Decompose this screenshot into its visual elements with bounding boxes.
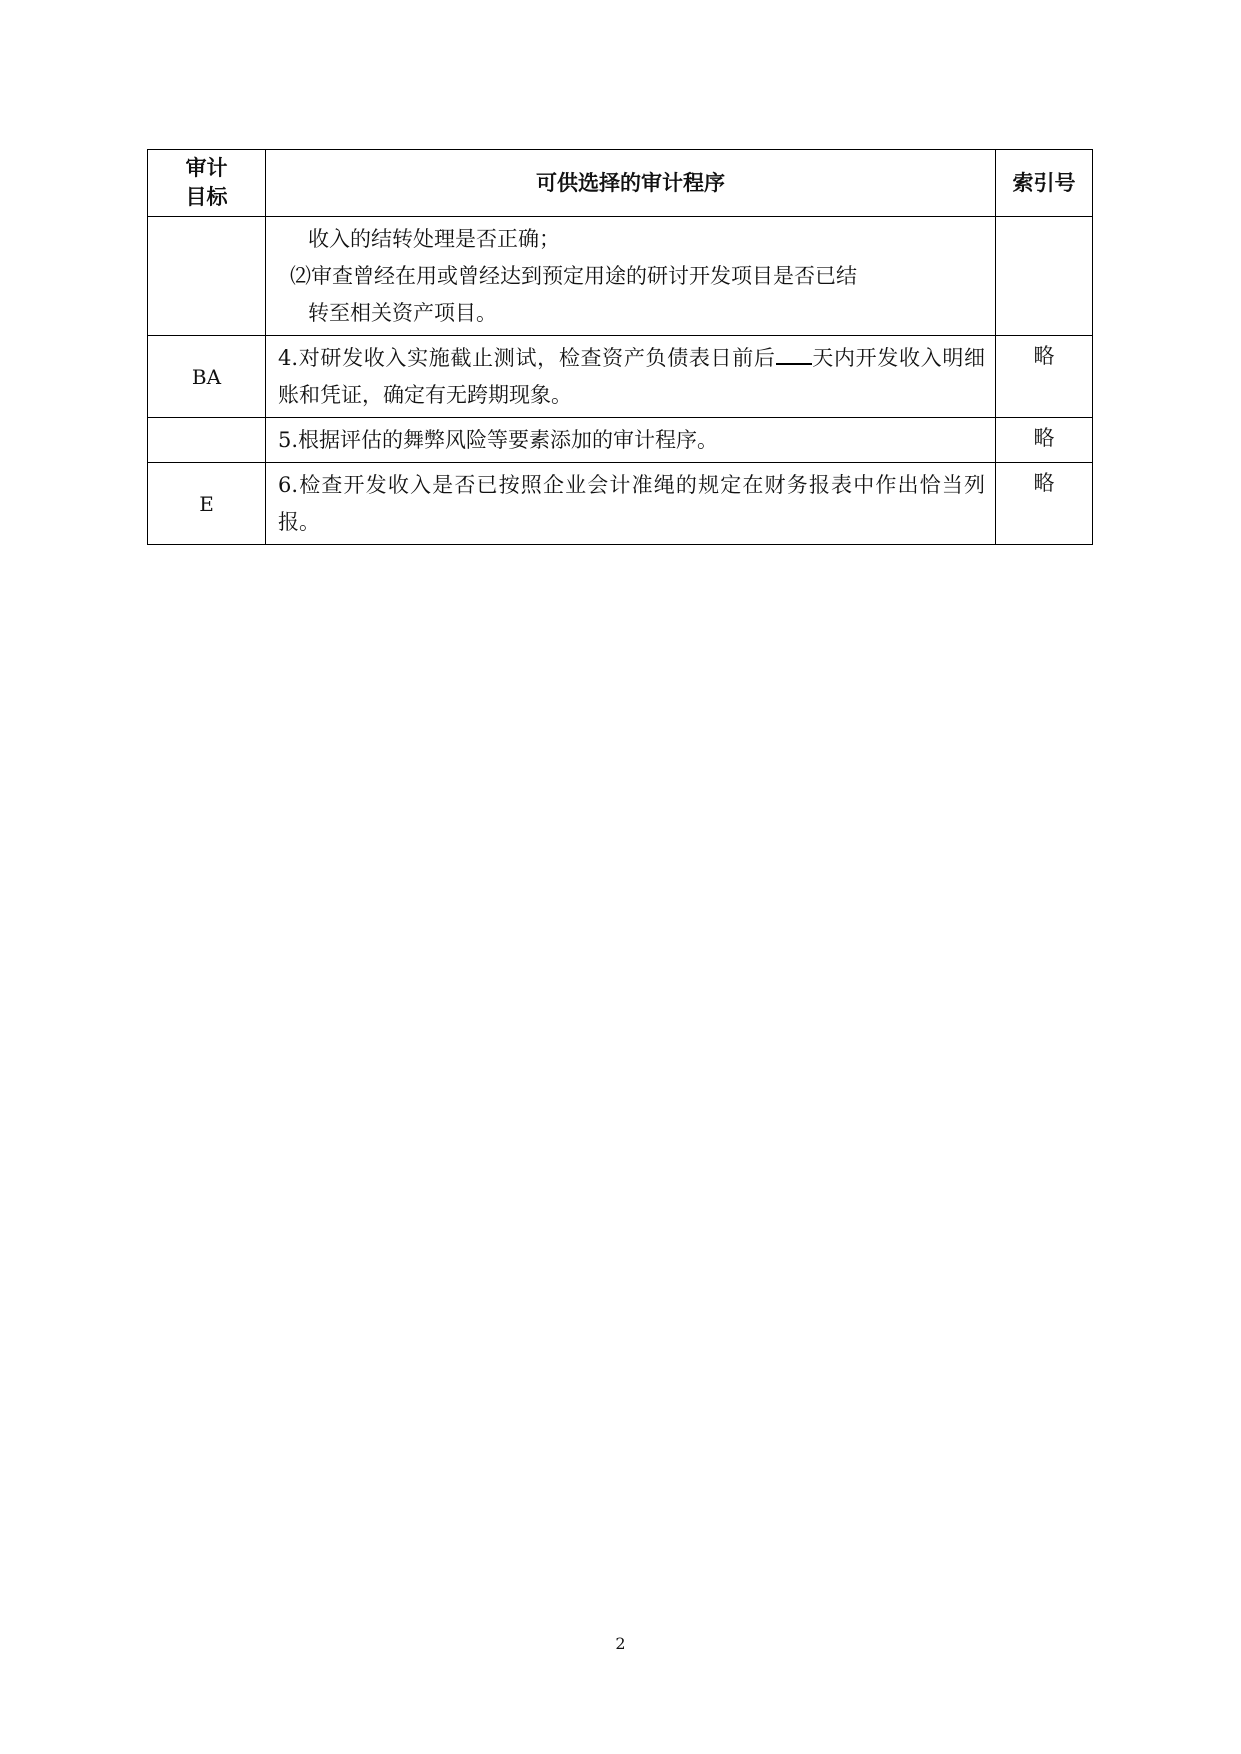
table-row — [148, 217, 1093, 336]
table-row — [148, 336, 1093, 418]
header-procedures: 可供选择的审计程序 — [266, 150, 996, 217]
row-target — [148, 418, 266, 463]
header-audit-target-line2: 目标 — [185, 185, 228, 209]
table-row — [148, 418, 1093, 463]
row-procedure: 6.检查开发收入是否已按照企业会计准绳的规定在财务报表中作出恰当列报。 — [266, 463, 996, 545]
row-target: E — [148, 463, 266, 545]
procedure-text-before-blank: 4.对研发收入实施截止测试，检查资产负债表日前后 — [278, 346, 776, 370]
row-index: 略 — [996, 463, 1093, 545]
row-procedure: 5.根据评估的舞弊风险等要素添加的审计程序。 — [266, 418, 996, 463]
header-audit-target — [148, 150, 266, 217]
fill-in-blank — [776, 343, 812, 365]
table-header-row — [148, 150, 1093, 217]
procedure-line: 转至相关资产项目。 — [308, 301, 497, 325]
row-index: 略 — [996, 418, 1093, 463]
audit-procedures-table — [147, 149, 1093, 545]
row-procedure — [266, 217, 996, 336]
header-audit-target-line1: 审计 — [185, 156, 228, 180]
table-row — [148, 463, 1093, 545]
procedure-text-after-blank: 天内开发收入明细账和凭证，确定有无跨期现象。 — [278, 346, 986, 407]
row-target — [148, 217, 266, 336]
row-target: BA — [148, 336, 266, 418]
procedure-line: 收入的结转处理是否正确； — [308, 227, 560, 251]
row-index: 略 — [996, 336, 1093, 418]
page-number: 2 — [615, 1634, 626, 1653]
header-index: 索引号 — [996, 150, 1093, 217]
row-procedure — [266, 336, 996, 418]
procedure-line: ⑵审查曾经在用或曾经达到预定用途的研讨开发项目是否已结 — [290, 264, 857, 288]
row-index — [996, 217, 1093, 336]
